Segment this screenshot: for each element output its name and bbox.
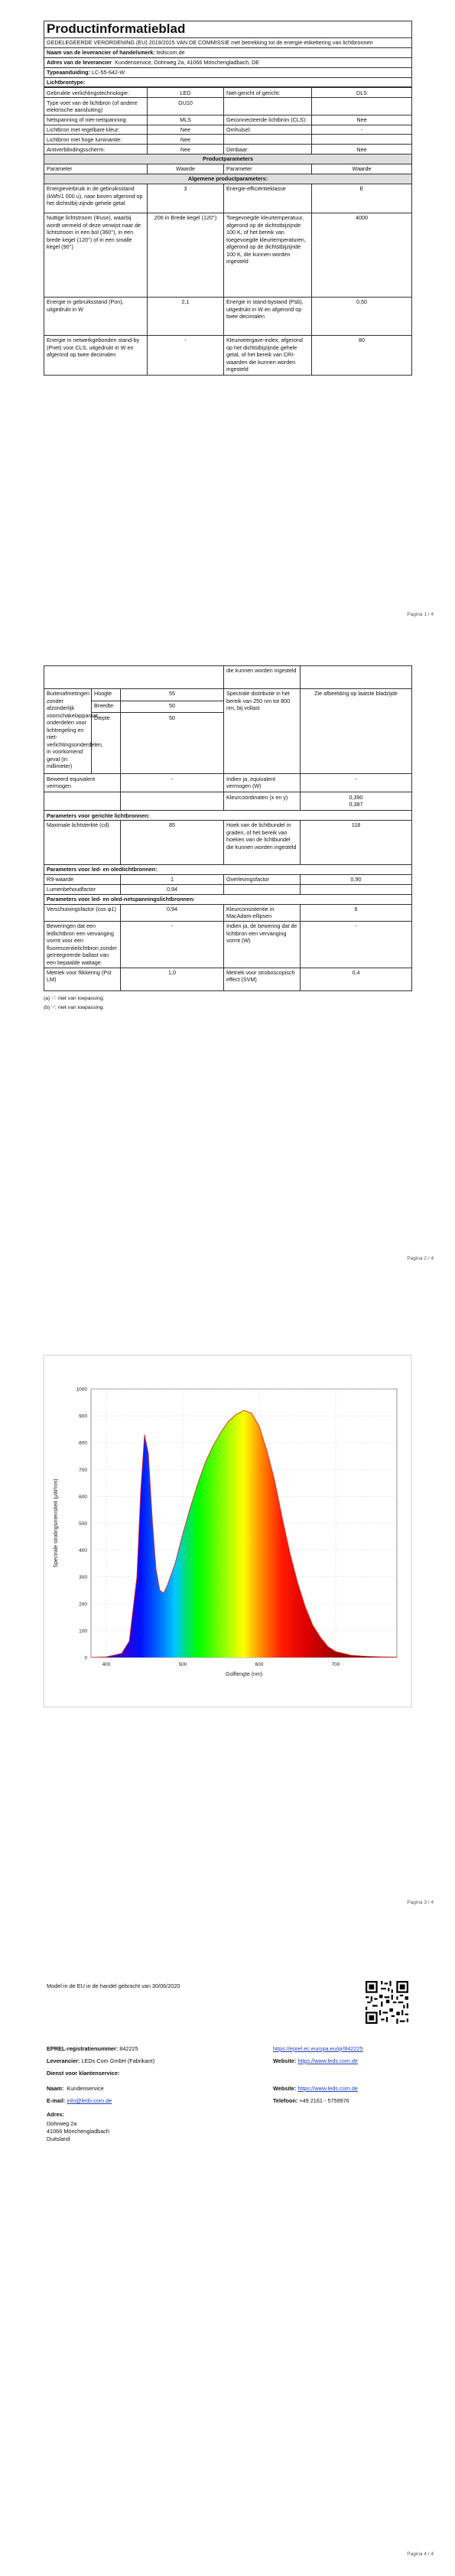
general-parameters-heading: Algemene productparameters: — [44, 174, 412, 184]
x-tick-label: 700 — [331, 1662, 340, 1667]
col-parameter-2: Parameter — [224, 164, 312, 174]
anti-glare-label: Antiverblindingsscherm: — [44, 145, 148, 154]
standby-power-value: 0,50 — [312, 297, 412, 335]
flicker-value: 1,0 — [121, 968, 224, 990]
peak-intensity-value: 85 — [121, 821, 224, 865]
chromaticity-value — [301, 792, 412, 811]
height-value: 55 — [121, 689, 224, 701]
useful-flux-value: 206 in Brede kegel (120°) — [148, 213, 224, 297]
page-2 — [0, 644, 455, 1288]
y-tick-label: 700 — [79, 1467, 87, 1473]
equivalent-power-w-label: Indien ja, equivalent vermogen (W) — [224, 774, 301, 792]
chromaticity-x: 0,390 — [349, 793, 363, 801]
y-tick-label: 400 — [79, 1548, 87, 1554]
service-website-row — [273, 2085, 358, 2093]
col-value-1: Waarde — [148, 164, 224, 174]
supplier-label: Leverancier: — [47, 2057, 80, 2064]
fluorescent-replacement-label: Beweringen dat een ledlichtbron een vervanging vormt voor een fluorescentielichtbron zonder geïntegreerde ballast van een bepaalde wattage. — [44, 922, 121, 968]
led-mains-heading: Parameters voor led- en oled-netspanningslichtbronnen: — [44, 894, 412, 904]
supplier-address-value: Kundenservice, Dohrweg 2a, 41066 Mönchengladbach, DE — [115, 59, 260, 66]
cri-label: Kleurweergave-index, afgerond op het dichtstbijzijnde gehele getal, of het bereik van CRI-waarden die kunnen worden ingesteld — [224, 335, 312, 375]
depth-value: 50 — [121, 713, 224, 774]
survival-factor-value: 0,90 — [301, 875, 412, 885]
supplier-address-label: Adres van de leverancier — [47, 59, 112, 66]
service-website-label: Website: — [273, 2085, 297, 2092]
x-tick-label: 500 — [178, 1662, 187, 1667]
dimensions-table — [44, 665, 412, 991]
eprel-link[interactable] — [273, 2045, 363, 2053]
cls-label: Geconnecteerde lichtbron (CLS): — [224, 115, 312, 125]
product-info-sheet — [44, 21, 411, 376]
website-label: Website: — [273, 2057, 297, 2064]
cap-type-label: Type voet van de lichtbron (of andere elektrische aansluiting) — [44, 98, 148, 115]
cri-value: 80 — [312, 335, 412, 375]
model-id-row — [44, 67, 412, 77]
supplier-name-value: ledscom.de — [156, 49, 185, 57]
fluorescent-replacement-value: - — [121, 922, 224, 968]
colour-consistency-value: 6 — [301, 904, 412, 921]
service-name-label: Naam: — [47, 2085, 64, 2092]
replacement-claim-label: Indien ja, de bewering dat de lichtbron een vervanging vormt (W) — [224, 922, 301, 968]
mains-label: Netspanning of niet-netspanning: — [44, 115, 148, 125]
lumen-maintenance-label: Lumenbehoudfactor — [44, 885, 121, 895]
x-tick-label: 600 — [255, 1662, 264, 1667]
high-luminance-value: Nee — [148, 135, 224, 145]
phone-row — [273, 2097, 349, 2105]
chromaticity-label: Kleurcoördinaten (x en y) — [224, 792, 301, 811]
r9-label: R9-waarde — [44, 875, 121, 885]
lumen-maintenance-value: 0,94 — [121, 885, 224, 895]
spectral-distribution-label: Spectrale distributie in het bereik van 250 nm tot 800 nm, bij vollast — [224, 689, 301, 774]
supplier-value: LEDs Com GmbH (Fabrikant) — [81, 2057, 155, 2064]
page-number: Pagina 1 / 4 — [407, 612, 434, 617]
chromaticity-y: 0,387 — [349, 801, 363, 808]
width-label: Breedte — [92, 701, 121, 713]
survival-factor-label: Overlevingsfactor — [224, 875, 301, 885]
eprel-value: 842225 — [119, 2045, 138, 2052]
cls-value: Nee — [312, 115, 412, 125]
supplier-row — [47, 2057, 154, 2065]
equivalent-power-label: Beweerd equivalent vermogen — [44, 774, 121, 792]
spectral-chart — [44, 1355, 411, 1707]
standby-power-label: Energie in stand-bystand (Psb), uitgedrukt in W en afgerond op twee decimalen — [224, 297, 312, 335]
x-axis-label: Golflengte (nm) — [225, 1672, 263, 1677]
cri-continued: die kunnen worden ingesteld — [224, 666, 301, 689]
on-mode-power-label: Energie in gebruiksstand (Pon), uitgedrukt in W — [44, 297, 148, 335]
colour-consistency-label: Kleurconsistentie in MacAdam-ellipsen — [224, 904, 301, 921]
depth-label: Diepte — [92, 713, 121, 774]
page-title: Productinformatieblad — [44, 21, 412, 38]
height-label: Hoogte — [92, 689, 121, 701]
email-label: E-mail: — [47, 2097, 66, 2104]
col-value-2: Waarde — [312, 164, 412, 174]
supplier-info-box — [44, 1978, 411, 2177]
address-line-1: Dohrweg 2a — [47, 2120, 77, 2127]
page-3 — [0, 1288, 455, 1932]
displacement-factor-label: Verschuivingsfactor (cos φ1) — [44, 904, 121, 921]
beam-angle-label: Hoek van de lichtbundel in graden, of het bereik van hoeken van de lichtbundel die kunnen worden ingesteld — [224, 821, 301, 865]
customer-service-heading: Dienst voor klantenservice: — [47, 2070, 120, 2077]
anti-glare-value: Nee — [148, 145, 224, 154]
page-1 — [0, 0, 455, 644]
qr-code-icon[interactable] — [366, 1981, 408, 2024]
replacement-claim-value: - — [301, 922, 412, 968]
service-name-value: Kundenservice — [67, 2085, 104, 2092]
equivalent-power-value: - — [121, 774, 224, 792]
on-mode-power-value: 2,1 — [148, 297, 224, 335]
y-tick-label: 300 — [79, 1575, 87, 1581]
cct-label: Toegevoegde kleurtemperatuur, afgerond op de dichtstbijzijnde 100 K, of het bereik van toegevoegde kleurtemperaturen, afgerond op de dichtstbijzijnde 100 K, die kunnen worden ingesteld — [224, 213, 312, 297]
supplier-address-row — [44, 57, 412, 67]
spectrum-svg — [44, 1355, 411, 1707]
model-id-label: Typeaanduiding: — [47, 68, 90, 76]
y-tick-label: 1000 — [76, 1387, 87, 1393]
cap-type-value: GU10 — [148, 98, 224, 115]
directional-value: DLS — [312, 88, 412, 98]
supplier-name-row — [44, 47, 412, 57]
network-standby-value: - — [148, 335, 224, 375]
r9-value: 1 — [121, 875, 224, 885]
eprel-label: EPREL-registratienummer: — [47, 2045, 119, 2052]
eprel-link-text[interactable]: https://eprel.ec.europa.eu/qr/842225 — [273, 2045, 363, 2052]
colour-tunable-label: Lichtbron met regelbare kleur: — [44, 125, 148, 135]
page-number: Pagina 3 / 4 — [407, 1900, 434, 1905]
market-date: Model in de EU in de handel gebracht van 30/06/2020 — [47, 1982, 180, 1989]
lightsource-type-heading: Lichtbrontype: — [44, 77, 412, 87]
service-name-row — [47, 2085, 104, 2093]
peak-intensity-label: Maximale lichtsterkte (cd) — [44, 821, 121, 865]
y-tick-label: 200 — [79, 1602, 87, 1608]
x-tick-label: 400 — [102, 1662, 111, 1667]
dimmable-label: Dimbaar: — [224, 145, 312, 154]
email-row — [47, 2097, 112, 2105]
supplier-name-label: Naam van de leverancier of handelsmerk: — [47, 49, 155, 57]
lightsource-type-table — [44, 87, 412, 375]
technology-value: LED — [148, 88, 224, 98]
energy-class-value: E — [312, 184, 412, 213]
dimensions-label: Buitenafmetingen zonder afzonderlijk voorschakelapparaat, onderdelen voor lichtregeling en niet-verlichtingsonderdelen, in voorkomend geval (in millimeter) — [44, 689, 92, 774]
address-line-3: Duitsland — [47, 2135, 70, 2142]
page-number: Pagina 2 / 4 — [407, 1256, 434, 1261]
product-parameters-heading: Productparameters — [44, 154, 412, 164]
y-tick-label: 600 — [79, 1494, 87, 1500]
header-table — [44, 21, 412, 87]
stroboscopic-value: 0,4 — [301, 968, 412, 990]
stroboscopic-label: Metriek voor stroboscopisch effect (SVM) — [224, 968, 301, 990]
regulation-text: GEDELEGEERDE VERORDENING (EU) 2019/2015 VAN DE COMMISSIE met betrekking tot de energie-etikettering van lichtbronnen — [44, 38, 412, 48]
email-link[interactable]: info@leds-com.de — [67, 2097, 112, 2104]
beam-angle-value: 118 — [301, 821, 412, 865]
website-link[interactable]: https://www.leds.com.de — [297, 2057, 358, 2064]
equivalent-power-w-value: - — [301, 774, 412, 792]
address-label: Adres: — [47, 2111, 65, 2118]
col-parameter-1: Parameter — [44, 164, 148, 174]
width-value: 50 — [121, 701, 224, 713]
colour-tunable-value: Nee — [148, 125, 224, 135]
displacement-factor-value: 0,94 — [121, 904, 224, 921]
eprel-row — [47, 2045, 138, 2053]
technology-label: Gebruikte verlichtingstechnologie: — [44, 88, 148, 98]
y-tick-label: 800 — [79, 1440, 87, 1446]
dimmable-value: Nee — [312, 145, 412, 154]
mains-value: MLS — [148, 115, 224, 125]
page-number: Pagina 4 / 4 — [407, 2552, 434, 2557]
website-row — [273, 2057, 358, 2065]
spectral-distribution-value: Zie afbeelding op laatste bladzijde — [301, 689, 412, 774]
model-id-value: LC-55-642-W — [91, 68, 125, 76]
phone-value: +49 2161 - 5759976 — [299, 2097, 349, 2104]
directional-label: Niet-gericht of gericht: — [224, 88, 312, 98]
directional-heading: Parameters voor gerichte lichtbronnen: — [44, 811, 412, 821]
high-luminance-label: Lichtbron met hoge luminantie: — [44, 135, 148, 145]
led-heading: Parameters voor led- en oledlichtbronnen: — [44, 865, 412, 875]
footnote-a: (a) '-': niet van toepassing; — [44, 995, 105, 1001]
envelope-label: Omhulsel: — [224, 125, 312, 135]
flicker-label: Metriek voor flikkering (Pst LM) — [44, 968, 121, 990]
useful-flux-label: Nuttige lichtstroom (Φuse), waarbij wordt vermeld of deze verwijst naar de lichtstroom in een bol (360°), in een brede kegel (120°) of in een smalle kegel (90°) — [44, 213, 148, 297]
phone-label: Telefoon: — [273, 2097, 298, 2104]
product-info-sheet-continued — [44, 665, 411, 1012]
y-tick-label: 100 — [79, 1628, 87, 1634]
y-axis-label: Spectrale stralingsintensiteit (µW/nm) — [54, 1478, 59, 1568]
y-tick-label: 0 — [84, 1655, 87, 1661]
energy-consumption-label: Energieverbruik in de gebruiksstand (kWh/1 000 u), naar boven afgerond op het dichtstbij-zijnde gehele getal — [44, 184, 148, 213]
energy-class-label: Energie-efficiëntieklasse — [224, 184, 312, 213]
service-website-link[interactable]: https://www.leds.com.de — [297, 2085, 358, 2092]
footnote-b: (b) '-': niet van toepassing. — [44, 1005, 105, 1011]
envelope-value: - — [312, 125, 412, 135]
y-tick-label: 500 — [79, 1521, 87, 1527]
page-4 — [0, 1932, 455, 2576]
cct-value: 4000 — [312, 213, 412, 297]
energy-consumption-value: 3 — [148, 184, 224, 213]
address-line-2: 41066 Mönchengladbach — [47, 2128, 109, 2135]
y-tick-label: 900 — [79, 1413, 87, 1420]
network-standby-label: Energie in netwerkgebonden stand-by (Pnet) voor CLS, uitgedrukt in W en afgerond op twee decimalen — [44, 335, 148, 375]
